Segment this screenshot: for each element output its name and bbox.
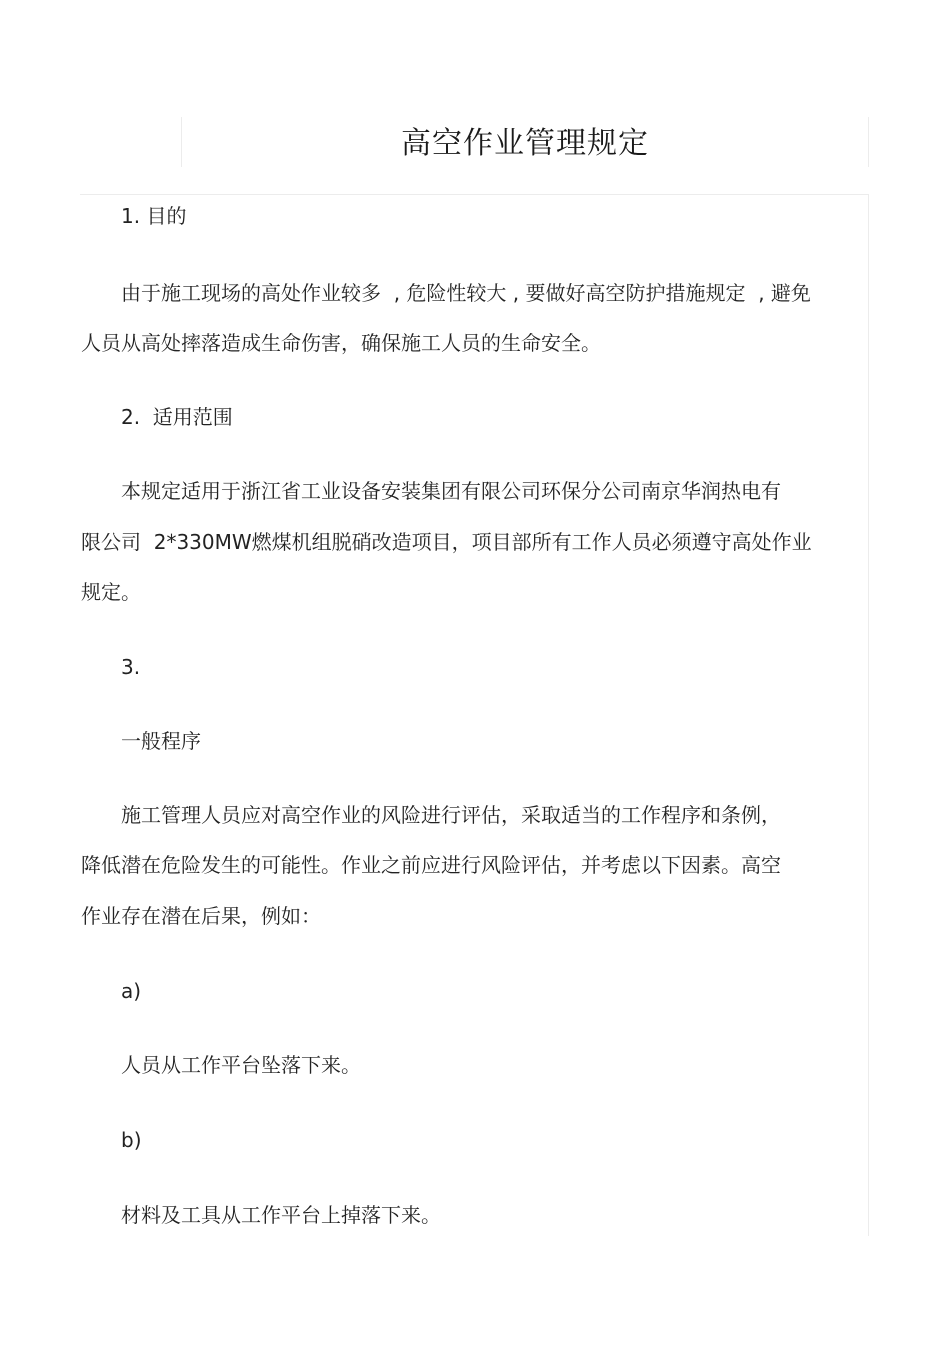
section-2-heading: 2. 适用范围: [121, 405, 233, 429]
list-item-b-text: 材料及工具从工作平台上掉落下来。: [121, 1203, 441, 1227]
section-3-paragraph-line: 降低潜在危险发生的可能性。作业之前应进行风险评估，并考虑以下因素。高空: [81, 853, 781, 877]
frame-line: [868, 194, 869, 1236]
list-item-a-label: a): [121, 979, 142, 1003]
frame-line: [80, 194, 869, 195]
section-2-paragraph-line: 规定。: [81, 580, 141, 604]
list-item-a-text: 人员从工作平台坠落下来。: [121, 1053, 361, 1077]
section-3-paragraph-line: 作业存在潜在后果，例如：: [81, 904, 321, 928]
section-1-paragraph-line: 由于施工现场的高处作业较多 , 危险性较大 , 要做好高空防护措施规定 , 避免: [121, 281, 811, 305]
section-3-paragraph-line: 施工管理人员应对高空作业的风险进行评估，采取适当的工作程序和条例，: [121, 803, 781, 827]
section-1-heading: 1. 目的: [121, 204, 187, 228]
section-1-paragraph-line: 人员从高处摔落造成生命伤害，确保施工人员的生命安全。: [81, 331, 601, 355]
section-3-number: 3.: [121, 655, 141, 679]
document-title: 高空作业管理规定: [401, 126, 649, 161]
section-3-heading: 一般程序: [121, 729, 201, 753]
section-2-paragraph-line: 本规定适用于浙江省工业设备安装集团有限公司环保分公司南京华润热电有: [121, 479, 781, 503]
section-2-paragraph-line: 限公司 2*330MW燃煤机组脱硝改造项目，项目部所有工作人员必须遵守高处作业: [81, 530, 812, 554]
list-item-b-label: b): [121, 1128, 142, 1152]
